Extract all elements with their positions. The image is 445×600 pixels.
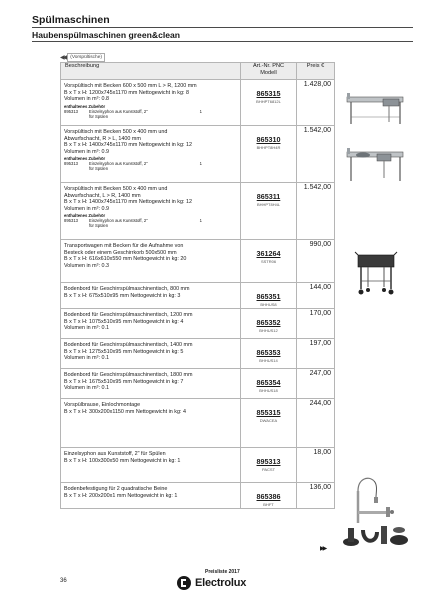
- previous-section-link[interactable]: ◀◀ (Vorspültische): [60, 53, 105, 62]
- product-table: [60, 62, 335, 509]
- accessory-heading: enthaltenes Zubehör: [64, 103, 106, 109]
- accessory-heading: enthaltenes Zubehör: [64, 213, 106, 218]
- article-number-link[interactable]: 865310: [256, 135, 281, 144]
- row-description: Vorspülbrause, Einlochmontage B x T x H: 300x200x1150 mm Nettogewicht in kg: 4: [61, 399, 241, 448]
- sink-chute-icon: [340, 144, 412, 184]
- row-description: Bodenbord für Geschirrspülmaschinentisch, 1200 mm B x T x H: 1075x510x95 mm Nettogewicht in kg: 4 Volumen in m³: 0.1: [61, 309, 241, 339]
- article-number-link[interactable]: 865354: [256, 378, 281, 387]
- table-row: [61, 339, 335, 369]
- table-row: [61, 80, 335, 126]
- price-list-label: Preisliste 2017: [205, 569, 240, 575]
- row-number: 865351 BHHUS8: [241, 283, 297, 309]
- trolley-icon: [340, 250, 412, 296]
- row-price: 244,00: [297, 399, 335, 448]
- article-number-link[interactable]: 865353: [256, 348, 281, 357]
- table-header-row: [61, 63, 335, 80]
- row-number: 865315 BHHPT6812L: [241, 80, 297, 126]
- row-number: 361264 SSTR06: [241, 240, 297, 283]
- row-price: 136,00: [297, 483, 335, 509]
- table-row: [61, 240, 335, 283]
- accessory-line: 895313 Einzelsyphon aus Kunststoff, 2" für Spülen 1: [64, 108, 202, 119]
- subtitle-rule: [32, 41, 413, 42]
- row-price: 197,00: [297, 339, 335, 369]
- page-title: Spülmaschinen: [32, 14, 110, 26]
- article-number-link[interactable]: 865351: [256, 292, 281, 301]
- row-description: Bodenbefestigung für 2 quadratische Beine B x T x H: 200x200x1 mm Nettogewicht in kg: 1: [61, 483, 241, 509]
- row-number: 865353 BHHUS14: [241, 339, 297, 369]
- row-description: Bodenbord für Geschirrspülmaschinentisch, 800 mm B x T x H: 675x510x95 mm Nettogewicht in kg: 3: [61, 283, 241, 309]
- row-description: Vorspültisch mit Becken 500 x 400 mm und Abwurfschacht, L > R, 1400 mm B x T x H: 1400x745x1170 mm Nettogewicht in kg: 12 Volumen in m³: 0.9 enthaltenes Zubehör 895313 Einzelsyphon aus Kunststoff, 2" für Spülen 1: [61, 183, 241, 240]
- row-description: Vorspültisch mit Becken 600 x 500 mm L > R, 1200 mm B x T x H: 1200x745x1170 mm Nettogewicht in kg: 8 Volumen in m³: 0.8 enthaltenes Zubehör 895313 Einzelsyphon aus Kunststoff, 2" für Spülen 1: [61, 80, 241, 126]
- double-right-arrow-icon[interactable]: ▶▶: [320, 546, 326, 552]
- row-number: 865311 BHHPT8H4L: [241, 183, 297, 240]
- article-number-link[interactable]: 865315: [256, 89, 281, 98]
- sink-table-icon: [340, 88, 412, 128]
- row-number: 865354 BHHUS18: [241, 369, 297, 399]
- title-rule: [32, 27, 413, 28]
- row-number: 865352 BHHUS12: [241, 309, 297, 339]
- table-row: [61, 183, 335, 240]
- accessory-heading: enthaltenes Zubehör: [64, 156, 106, 161]
- table-row: [61, 369, 335, 399]
- row-price: 1.428,00: [297, 80, 335, 126]
- spray-faucet-icon: [340, 470, 412, 526]
- article-number-link[interactable]: 855315: [256, 408, 281, 417]
- article-number-link[interactable]: 865386: [256, 492, 281, 501]
- table-row: [61, 448, 335, 483]
- electrolux-logo: Electrolux: [177, 576, 246, 590]
- table-row: [61, 483, 335, 509]
- accessory-line: 895313 Einzelsyphon aus Kunststoff, 2" für Spülen 1: [64, 218, 202, 229]
- row-price: 170,00: [297, 309, 335, 339]
- table-row: [61, 399, 335, 448]
- row-number: 865310 BHHPT8H4R: [241, 126, 297, 183]
- row-number: 855315 DWACEA: [241, 399, 297, 448]
- row-description: Einzelsyphon aus Kunststoff, 2" für Spülen B x T x H: 100x300x50 mm Nettogewicht in kg: 1: [61, 448, 241, 483]
- header-number: Art.-Nr. PNC Modell: [241, 63, 297, 80]
- section-subtitle: Haubenspülmaschinen green&clean: [32, 30, 181, 40]
- table-row: [61, 126, 335, 183]
- row-description: Bodenbord für Geschirrspülmaschinentisch, 1800 mm B x T x H: 1675x510x95 mm Nettogewicht in kg: 7 Volumen in m³: 0.1: [61, 369, 241, 399]
- article-number-link[interactable]: 865311: [256, 192, 281, 201]
- row-description: Bodenbord für Geschirrspülmaschinentisch, 1400 mm B x T x H: 1275x510x95 mm Nettogewicht in kg: 5 Volumen in m³: 0.1: [61, 339, 241, 369]
- row-price: 247,00: [297, 369, 335, 399]
- article-number-link[interactable]: 865352: [256, 318, 281, 327]
- accessory-line: 895313 Einzelsyphon aus Kunststoff, 2" für Spülen 1: [64, 161, 202, 172]
- double-left-arrow-icon: ◀◀: [60, 55, 66, 61]
- header-price: Preis €: [297, 63, 335, 80]
- table-row: [61, 309, 335, 339]
- header-description: Beschreibung: [61, 63, 241, 80]
- row-price: 1.542,00: [297, 183, 335, 240]
- page-number: 36: [60, 578, 67, 584]
- article-number-link[interactable]: 895313: [256, 457, 281, 466]
- row-description: Vorspültisch mit Becken 500 x 400 mm und Abwurfschacht, R > L, 1400 mm B x T x H: 1400x745x1170 mm Nettogewicht in kg: 12 Volumen in m³: 0.9 enthaltenes Zubehör 895313 Einzelsyphon aus Kunststoff, 2" für Spülen 1: [61, 126, 241, 183]
- row-price: 144,00: [297, 283, 335, 309]
- row-number: 865386 BHFT: [241, 483, 297, 509]
- siphon-icon: [340, 520, 412, 550]
- electrolux-symbol-icon: [177, 576, 191, 590]
- row-number: 895313 PACST: [241, 448, 297, 483]
- article-number-link[interactable]: 361264: [256, 249, 281, 258]
- row-price: 1.542,00: [297, 126, 335, 183]
- table-row: [61, 283, 335, 309]
- row-description: Transportwagen mit Becken für die Aufnahme von Besteck oder einem Geschirrkorb 500x500 mm B x T x H: 616x610x550 mm Nettogewicht in kg: 20 Volumen in m³: 0.3: [61, 240, 241, 283]
- row-price: 18,00: [297, 448, 335, 483]
- row-price: 990,00: [297, 240, 335, 283]
